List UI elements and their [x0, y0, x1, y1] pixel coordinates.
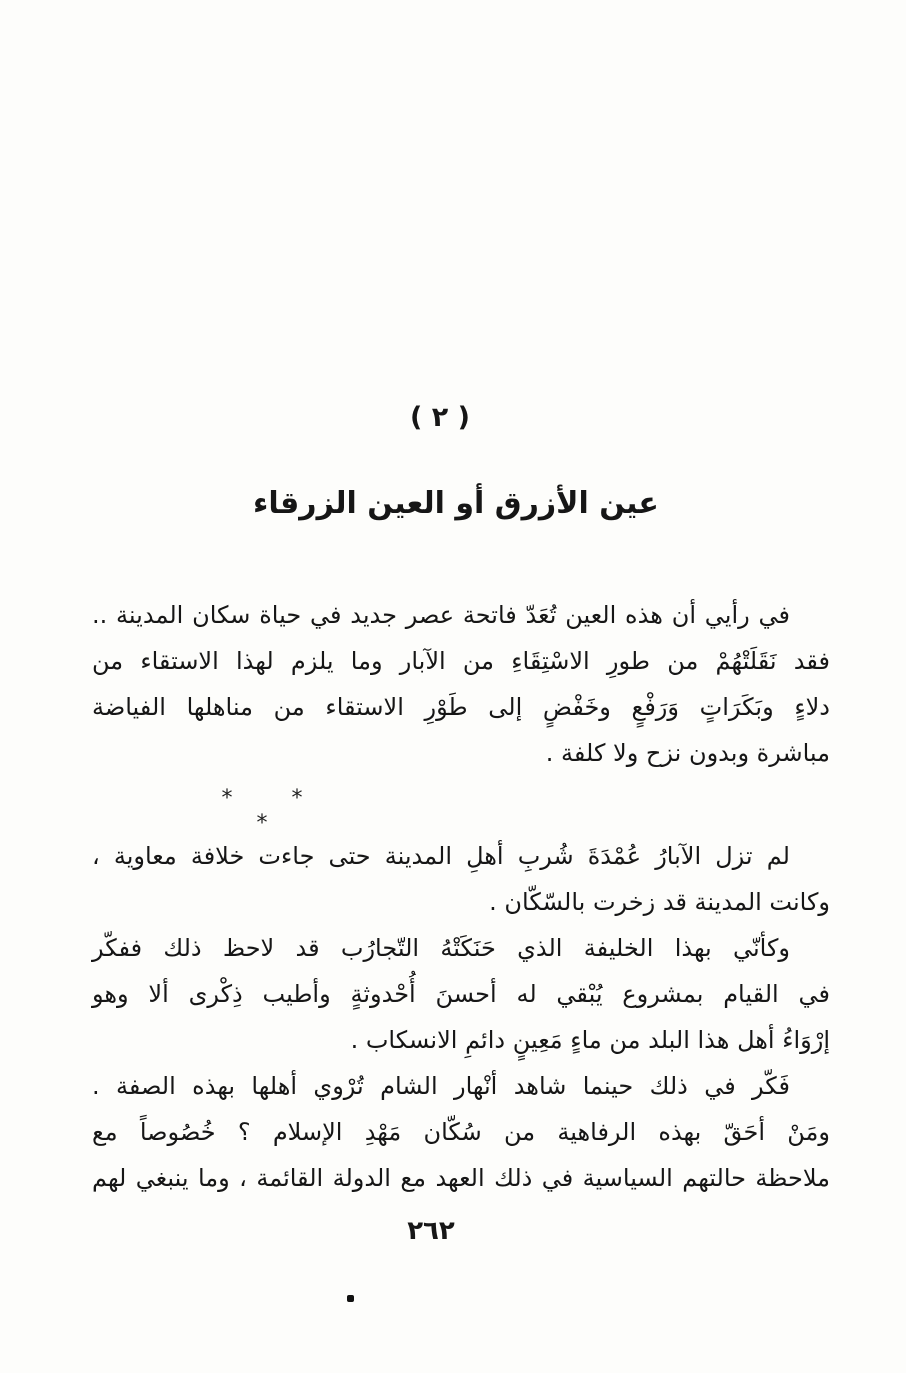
asterisk-separator: * * *	[221, 786, 329, 836]
paragraph-4	[92, 1063, 830, 1201]
paragraph-2	[92, 833, 830, 925]
page-title: عين الأزرق أو العين الزرقاء	[253, 486, 659, 521]
ink-speck	[347, 1295, 354, 1302]
paragraph-line: لم تزل الآبارُ عُمْدَةَ شُربِ أهلِ المدينة حتى جاءت خلافة معاوية ،	[92, 842, 790, 870]
paragraph-line: في رأيي أن هذه العين تُعَدّ فاتحة عصر جديد في حياة سكان المدينة ..	[92, 601, 790, 629]
section-number: ( ٢ )	[410, 402, 470, 433]
paragraph-line: ومَنْ أحَقّ بهذه الرفاهية من سُكّان مَهْدِ الإسلام ؟ خُصُوصاً مع	[92, 1118, 830, 1146]
paragraph-line: فَكّر في ذلك حينما شاهد أنْهار الشام تُرْوي أهلها بهذه الصفة .	[92, 1072, 790, 1100]
paragraph-line: وكأنّي بهذا الخليفة الذي حَنَكَتْهُ التّجارُب قد لاحظ ذلك ففكّر	[92, 934, 790, 962]
paragraph-line: دلاءٍ وبَكَرَاتٍ وَرَفْعٍ وخَفْضٍ إلى طَوْرِ الاستقاء من مناهلها الفياضة	[92, 693, 830, 721]
paragraph-line: مباشرة وبدون نزح ولا كلفة .	[545, 739, 830, 767]
paragraph-1	[92, 592, 830, 776]
paragraph-line: إرْوَاءُ أهل هذا البلد من ماءٍ مَعِينٍ دائمِ الانسكاب .	[350, 1026, 830, 1054]
paragraph-3	[92, 925, 830, 1063]
paragraph-line: فقد نَقَلَتْهُمْ من طورِ الاسْتِقَاءِ من الآبار وما يلزم لهذا الاستقاء من	[92, 647, 830, 675]
paragraph-line: وكانت المدينة قد زخرت بالسّكّان .	[489, 888, 830, 916]
paragraph-line: في القيام بمشروع يُبْقي له أحسنَ أُحْدوثةٍ وأطيب ذِكْرى ألا وهو	[92, 980, 830, 1008]
paragraph-line: ملاحظة حالتهم السياسية في ذلك العهد مع الدولة القائمة ، وما ينبغي لهم	[92, 1164, 830, 1192]
page-number: ٢٦٢	[407, 1216, 455, 1246]
